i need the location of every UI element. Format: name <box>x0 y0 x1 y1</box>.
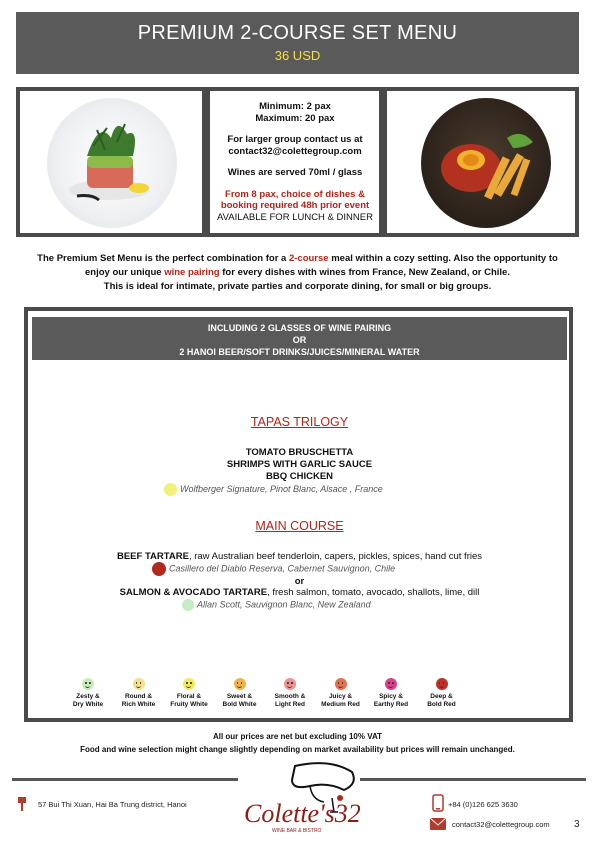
or-separator: or <box>294 576 305 587</box>
intro-line-1 <box>20 252 575 266</box>
wine-face-icon <box>82 678 94 690</box>
logo-wordmark: Colette's32 <box>244 799 360 828</box>
email-address[interactable]: contact32@colettegroup.com <box>452 820 550 829</box>
intro-text: for every dishes with wines from France, New Zealand, or Chile. <box>219 267 510 278</box>
pin-icon <box>16 796 28 817</box>
menu-frame <box>24 307 573 722</box>
footer-divider-left <box>12 778 238 781</box>
dish-1-wine-name: Casillero del Diablo Reserva, Cabernet Sauvignon, Chile <box>169 563 396 574</box>
legend-label-line-1: Zesty & <box>76 693 100 700</box>
banner-line-3: 2 HANOI BEER/SOFT DRINKS/JUICES/MINERAL WATER <box>179 347 420 357</box>
email-icon <box>430 817 446 835</box>
main-dish-1 <box>32 551 567 562</box>
wine-color-dot <box>164 483 177 496</box>
page-number: 3 <box>574 819 580 830</box>
intro-text: meal within a cozy setting. Also the opportunity to <box>328 253 558 264</box>
legend-label-line-1: Sweet & <box>226 693 253 700</box>
menu-title: PREMIUM 2-COURSE SET MENU <box>137 22 458 44</box>
colettes-logo <box>240 760 360 838</box>
highlight-2-course: 2-course <box>288 253 329 264</box>
intro-line-3: This is ideal for intimate, private parties and corporate dining, for small or big groups. <box>103 281 492 292</box>
legend-label-line-2: Dry White <box>72 701 104 708</box>
legend-label-line-2: Bold White <box>222 701 257 708</box>
legend-label-line-2: Medium Red <box>321 701 360 708</box>
legend-label-line-1: Smooth & <box>274 693 306 700</box>
logo-tagline: WINE BAR & BISTRO <box>272 828 322 834</box>
tapas-item: TOMATO BRUSCHETTA <box>245 447 354 458</box>
tapas-wine <box>164 483 464 496</box>
tapas-wine-name: Wolfberger Signature, Pinot Blanc, Alsace , France <box>180 483 383 494</box>
drinks-banner <box>32 317 567 360</box>
footer-divider-right <box>360 778 586 781</box>
max-pax: Maximum: 20 pax <box>255 112 335 124</box>
wine-color-dot <box>182 599 194 611</box>
group-notice-1: From 8 pax, choice of dishes & <box>225 188 365 200</box>
price-notes <box>20 730 575 756</box>
dish-2-name: SALMON & AVOCADO TARTARE <box>119 587 268 598</box>
phone-number[interactable]: +84 (0)126 625 3630 <box>448 800 518 809</box>
vat-note: All our prices are net but excluding 10% VAT <box>212 732 383 741</box>
wine-face-icon <box>234 678 246 690</box>
banner-line-2: OR <box>292 335 307 345</box>
phone-icon <box>432 794 444 817</box>
legend-label-line-1: Spicy & <box>379 693 403 700</box>
wine-face-icon <box>385 678 397 690</box>
dish-2-wine-name: Allan Scott, Sauvignon Blanc, New Zealand <box>197 599 371 610</box>
legend-label-line-2: Bold Red <box>427 701 456 708</box>
legend-label-line-1: Round & <box>124 693 153 700</box>
legend-label-line-1: Deep & <box>430 693 453 700</box>
address: 57 Bui Thi Xuan, Hai Ba Trung district, Hanoi <box>38 800 187 809</box>
group-notice-2: booking required 48h prior event <box>220 200 370 211</box>
tapas-item: SHRIMPS WITH GARLIC SAUCE <box>226 459 373 470</box>
dish-1-wine <box>152 562 472 576</box>
min-pax: Minimum: 2 pax <box>259 101 331 112</box>
dish-1-description: , raw Australian beef tenderloin, capers, pickles, spices, hand cut fries <box>188 551 483 562</box>
tapas-title: TAPAS TRILOGY <box>250 415 349 429</box>
legend-label-line-1: Floral & <box>176 693 202 700</box>
larger-group-email[interactable]: contact32@colettegroup.com <box>228 145 362 157</box>
menu-price: 36 USD <box>274 48 321 63</box>
wine-face-icon <box>183 678 195 690</box>
wine-face-icon <box>436 678 448 690</box>
dish-2-wine <box>182 599 442 611</box>
wine-face-icon <box>335 678 347 690</box>
legend-label-line-2: Rich White <box>121 701 156 708</box>
dish-1-name: BEEF TARTARE <box>116 551 189 562</box>
intro-line-2 <box>20 266 575 280</box>
legend-label-line-1: Juicy & <box>328 693 353 700</box>
legend-label-line-2: Fruity White <box>170 701 208 708</box>
dish-2-description: , fresh salmon, tomato, avocado, shallots, lime, dill <box>267 587 480 598</box>
banner-line-1: INCLUDING 2 GLASSES OF WINE PAIRING <box>207 323 392 333</box>
availability-note: Food and wine selection might change slightly depending on market availability but prices will remain unchanged. <box>80 745 515 754</box>
intro-paragraph <box>20 252 575 294</box>
wine-serving: Wines are served 70ml / glass <box>227 167 363 178</box>
highlight-wine-pairing: wine pairing <box>164 267 220 278</box>
menu-header <box>16 12 579 74</box>
tapas-list <box>32 447 567 483</box>
wine-style-legend <box>0 678 595 712</box>
intro-text: enjoy our unique <box>85 267 165 278</box>
wine-color-dot <box>152 562 166 576</box>
legend-label-line-2: Earthy Red <box>373 701 409 708</box>
availability: AVAILABLE FOR LUNCH & DINNER <box>217 211 373 223</box>
info-panel <box>210 101 380 223</box>
tapas-item: BBQ CHICKEN <box>265 471 334 482</box>
wine-face-icon <box>133 678 145 690</box>
legend-item <box>412 678 472 709</box>
larger-group-text: For larger group contact us at <box>227 134 363 145</box>
intro-text: The Premium Set Menu is the perfect combination for a <box>37 253 289 264</box>
main-course-title: MAIN COURSE <box>255 519 344 533</box>
beef-tartare-photo <box>421 98 551 228</box>
main-dish-2 <box>32 587 567 598</box>
legend-label-line-2: Light Red <box>275 701 305 708</box>
wine-face-icon <box>284 678 296 690</box>
tartare-photo <box>47 98 177 228</box>
